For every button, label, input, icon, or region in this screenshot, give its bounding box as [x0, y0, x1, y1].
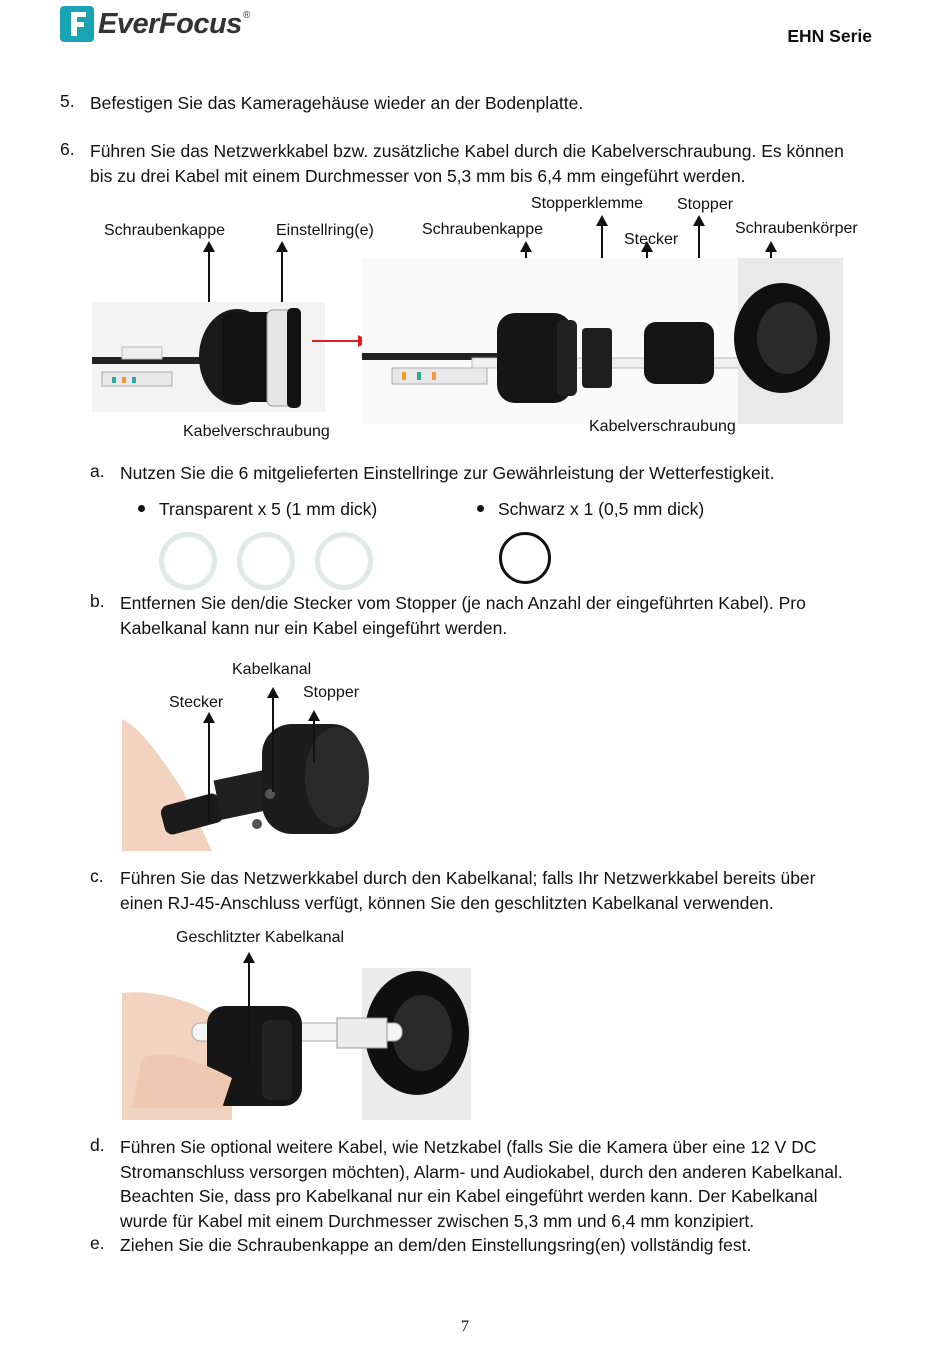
bullet-icon	[138, 505, 145, 512]
label-einstellring: Einstellring(e)	[276, 222, 374, 239]
substep-d-letter: d.	[90, 1135, 105, 1155]
photo-slotted-cable-channel	[122, 968, 471, 1120]
substep-b-line-1: Entfernen Sie den/die Stecker vom Stopper (je nach Anzahl der eingeführten Kabel). Pro	[120, 593, 806, 613]
substep-e-text: Ziehen Sie die Schraubenkappe an dem/den Einstellungsring(en) vollständig fest.	[120, 1235, 752, 1255]
logo	[60, 6, 260, 44]
label-stecker: Stecker	[624, 231, 679, 248]
substep-d-line-2: Stromanschluss versorgen möchten), Alarm- und Audiokabel, durch den anderen Kabelkanal.	[120, 1162, 843, 1182]
black-ring-icon	[499, 532, 551, 584]
series-title: EHN Serie	[787, 26, 872, 46]
label-schraubenkappe-left: Schraubenkappe	[104, 222, 225, 239]
substep-e-letter: e.	[90, 1233, 105, 1253]
arrow-stecker-2	[208, 722, 210, 822]
step-5-number: 5.	[60, 91, 75, 111]
bullet-schwarz: Schwarz x 1 (0,5 mm dick)	[498, 499, 705, 519]
logo-text: EverFocus	[98, 8, 242, 40]
substep-c-line-1: Führen Sie das Netzwerkkabel durch den Kabelkanal; falls Ihr Netzwerkkabel bereits über	[120, 868, 816, 888]
substep-d-line-1: Führen Sie optional weitere Kabel, wie Netzkabel (falls Sie die Kamera über eine 12 V DC	[120, 1137, 817, 1157]
substep-b-letter: b.	[90, 591, 105, 611]
label-stopper-2: Stopper	[303, 684, 360, 701]
substep-b-line-2: Kabelkanal kann nur ein Kabel eingeführt werden.	[120, 618, 508, 638]
substep-a-text: Nutzen Sie die 6 mitgelieferten Einstellringe zur Gewährleistung der Wetterfestigkeit.	[120, 463, 775, 483]
label-stopper: Stopper	[677, 196, 734, 213]
arrow-geschlitzter	[248, 962, 250, 1060]
everfocus-logo-icon	[60, 6, 94, 42]
substep-d-line-4: wurde für Kabel mit einem Durchmesser zwischen 5,3 mm und 6,4 mm konzipiert.	[120, 1211, 755, 1231]
registered-mark: ®	[243, 10, 251, 21]
label-kabelverschraubung-left: Kabelverschraubung	[183, 423, 330, 440]
bullet-icon	[477, 505, 484, 512]
label-kabelkanal: Kabelkanal	[232, 661, 312, 678]
photo-cable-gland-assembled	[92, 302, 325, 412]
substep-c-line-2: einen RJ-45-Anschluss verfügt, können Sie den geschlitzten Kabelkanal verwenden.	[120, 893, 774, 913]
substep-d-line-3: Beachten Sie, dass pro Kabelkanal nur ein Kabel eingeführt werden kann. Der Kabelkanal	[120, 1186, 818, 1206]
label-schraubenkappe-right: Schraubenkappe	[422, 221, 543, 238]
label-stecker-2: Stecker	[169, 694, 224, 711]
transparent-ring-icon	[315, 532, 373, 590]
label-kabelverschraubung-right: Kabelverschraubung	[589, 418, 736, 435]
substep-c-letter: c.	[90, 866, 104, 886]
step-6-line-1: Führen Sie das Netzwerkkabel bzw. zusätzliche Kabel durch die Kabelverschraubung. Es können	[90, 141, 844, 161]
transparent-ring-icon	[159, 532, 217, 590]
bullet-transparent: Transparent x 5 (1 mm dick)	[159, 499, 378, 519]
label-schraubenkoerper: Schraubenkörper	[735, 220, 858, 237]
step-6-number: 6.	[60, 139, 75, 159]
step-5-text: Befestigen Sie das Kameragehäuse wieder an der Bodenplatte.	[90, 93, 584, 113]
page-number: 7	[461, 1318, 469, 1335]
substep-a-letter: a.	[90, 461, 105, 481]
step-6-line-2: bis zu drei Kabel mit einem Durchmesser von 5,3 mm bis 6,4 mm eingeführt werden.	[90, 166, 746, 186]
transparent-ring-icon	[237, 532, 295, 590]
arrow-stopper-2	[313, 720, 315, 762]
label-stopperklemme: Stopperklemme	[531, 195, 644, 212]
photo-stopper-with-plug	[122, 719, 375, 851]
label-geschlitzter-kabelkanal: Geschlitzter Kabelkanal	[176, 929, 345, 946]
photo-cable-gland-exploded	[362, 258, 843, 424]
arrow-kabelkanal	[272, 697, 274, 792]
